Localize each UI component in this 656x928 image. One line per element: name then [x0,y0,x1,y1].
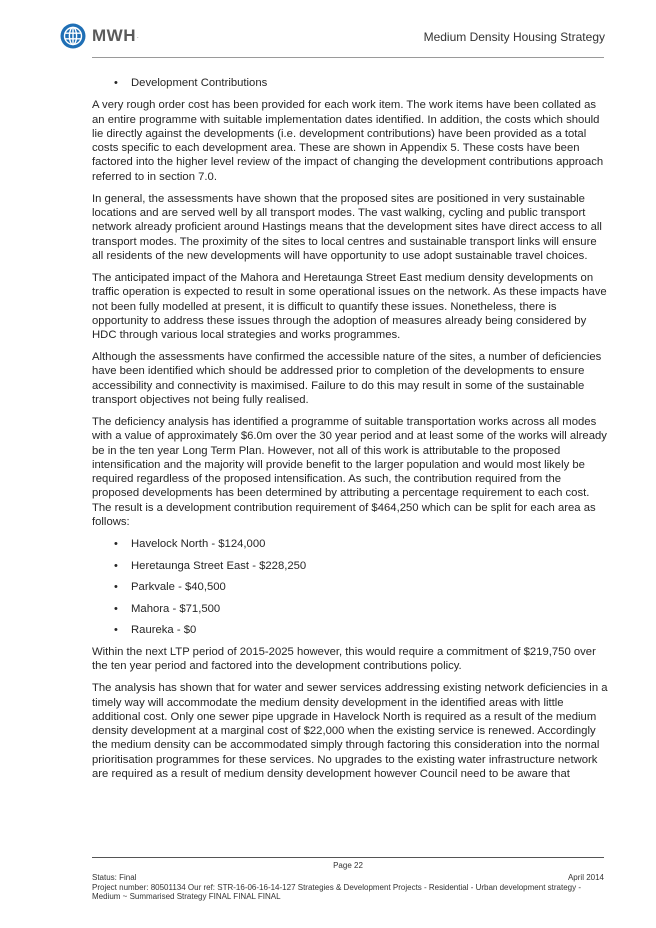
status-text: Status: Final [92,873,137,883]
page-footer [92,858,604,902]
header-divider [92,57,604,58]
list-item: • Raureka - $0 [92,623,608,637]
page-number: Page 22 [333,861,363,870]
paragraph-ltp-period: Within the next LTP period of 2015-2025 however, this would require a commitment of $219,750 over the ten year period and factored into the development contributions policy. [92,646,596,673]
project-reference: Project number: 80501134 Our ref: STR-16-06-16-14-127 Strategies & Development Projects - Residential - Urban development strategy - Medium ~ Summarised Strategy FINAL FINAL FINAL [92,882,581,902]
contribution-list [92,537,608,638]
document-title: Medium Density Housing Strategy [423,30,605,44]
page-body [92,76,608,789]
page-header [0,0,656,60]
mwh-logo [60,22,139,50]
list-item: • Havelock North - $124,000 [92,537,608,551]
list-item: • Parkvale - $40,500 [92,580,608,594]
date-text: April 2014 [567,873,604,883]
globe-icon [60,23,86,49]
paragraph-sustainable-locations: In general, the assessments have shown that the proposed sites are positioned in very sustainable locations and are served well by all transport modes. The vast walking, cycling and public transport network already proficient around Hastings means that the development sites have direct access to all transport modes. The proximity of the sites to local centres and sustainable transport links will ensure all residents of the new developments will have opportunity to use adopt sustainable travel choices. [92,192,602,262]
paragraph-deficiency-analysis: The deficiency analysis has identified a programme of suitable transportation works across all modes with a value of approximately $6.0m over the 30 year period and at least some of the works will already be in the ten year Long Term Plan. However, not all of this work is attributable to the proposed intensification and the majority will provide benefit to the larger population and would most likely be required regardless of the proposed intensification. As such, the contribution required from the proposed developments has been determined by attributing a percentage requirement to each cost. The result is a development contribution requirement of $464,250 which can be split for each area as follows: [92,415,607,529]
list-item: • Heretaunga Street East - $228,250 [92,559,608,573]
list-item: • Mahora - $71,500 [92,602,608,616]
paragraph-water-sewer: The analysis has shown that for water and sewer services addressing existing network deficiencies in a timely way will accommodate the medium density development in the identified areas with little additional cost. Only one sewer pipe upgrade in Havelock North is required as a result of the medium density development at a marginal cost of $22,000 when the existing service is renewed. Accordingly the medium density can be accommodated simply through factoring this consideration into the normal prioritisation programmes for these services. No upgrades to the existing water infrastructure network are required as a result of medium density development however Council need to be aware that [92,682,608,781]
paragraph-deficiencies: Although the assessments have confirmed the accessible nature of the sites, a number of deficiencies have been identified which should be addressed prior to completion of the developments to ensure accessibility and connectivity is maximised. Failure to do this may result in some of the sustainable transport objectives not being fully realised. [92,351,602,406]
paragraph-traffic-impact: The anticipated impact of the Mahora and Heretaunga Street East medium density developments on traffic operation is expected to result in some operational issues on the network. As these impacts have not been fully modelled at present, it is difficult to quantify these issues. Nonetheless, there is opportunity to address these issues through the adoption of measures already being considered by HDC through various local strategies and works programmes. [92,271,607,342]
logo-text: MWH. [92,26,140,45]
paragraph-cost-estimates: A very rough order cost has been provided for each work item. The work items have been collated as an entire programme with suitable implementation dates identified. In addition, the costs which should lie directly against the developments (i.e. development contributions) have been provided as a total costs specific to each development area. These are shown in Appendix 5. These costs have been factored into the higher level review of the impact of changing the development contributions approach referred to in section 7.0. [92,99,604,183]
status-row [92,873,604,882]
section-bullet: • Development Contributions [92,76,608,90]
